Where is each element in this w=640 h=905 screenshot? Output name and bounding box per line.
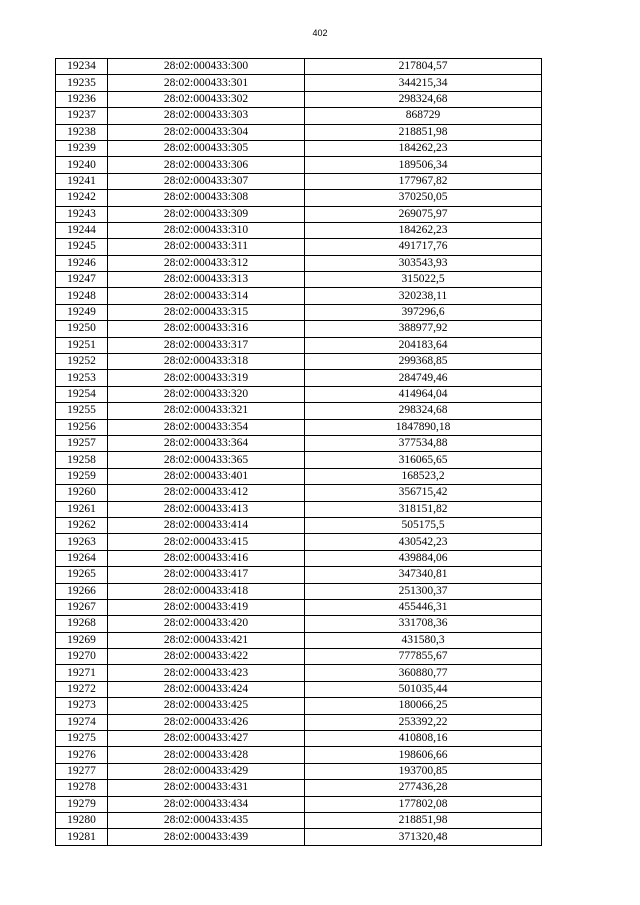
row-number-cell: 19277: [56, 763, 108, 779]
cadastral-number-cell: 28:02:000433:300: [108, 59, 305, 75]
row-number-cell: 19278: [56, 780, 108, 796]
row-number-cell: 19234: [56, 59, 108, 75]
cadastral-number-cell: 28:02:000433:414: [108, 517, 305, 533]
table-row: [56, 796, 542, 812]
cadastral-number-cell: 28:02:000433:319: [108, 370, 305, 386]
table-row: [56, 714, 542, 730]
table-row: [56, 517, 542, 533]
cadastral-number-cell: 28:02:000433:320: [108, 386, 305, 402]
cadastral-number-cell: 28:02:000433:307: [108, 173, 305, 189]
cadastral-number-cell: 28:02:000433:313: [108, 272, 305, 288]
cadastral-number-cell: 28:02:000433:305: [108, 140, 305, 156]
value-cell: 439884,06: [305, 550, 542, 566]
table-row: [56, 485, 542, 501]
value-cell: 414964,04: [305, 386, 542, 402]
value-cell: 505175,5: [305, 517, 542, 533]
table-row: [56, 59, 542, 75]
value-cell: 251300,37: [305, 583, 542, 599]
table-row: [56, 108, 542, 124]
cadastral-number-cell: 28:02:000433:364: [108, 435, 305, 451]
table-row: [56, 747, 542, 763]
value-cell: 180066,25: [305, 698, 542, 714]
row-number-cell: 19260: [56, 485, 108, 501]
row-number-cell: 19273: [56, 698, 108, 714]
table-row: [56, 731, 542, 747]
row-number-cell: 19251: [56, 337, 108, 353]
cadastral-number-cell: 28:02:000433:423: [108, 665, 305, 681]
value-cell: 331708,36: [305, 616, 542, 632]
cadastral-number-cell: 28:02:000433:317: [108, 337, 305, 353]
value-cell: 318151,82: [305, 501, 542, 517]
row-number-cell: 19281: [56, 829, 108, 845]
table-row: [56, 681, 542, 697]
table-row: [56, 255, 542, 271]
cadastral-number-cell: 28:02:000433:428: [108, 747, 305, 763]
row-number-cell: 19242: [56, 190, 108, 206]
cadastral-number-cell: 28:02:000433:318: [108, 354, 305, 370]
row-number-cell: 19248: [56, 288, 108, 304]
cadastral-number-cell: 28:02:000433:304: [108, 124, 305, 140]
row-number-cell: 19280: [56, 812, 108, 828]
row-number-cell: 19258: [56, 452, 108, 468]
value-cell: 184262,23: [305, 222, 542, 238]
cadastral-number-cell: 28:02:000433:316: [108, 321, 305, 337]
value-cell: 320238,11: [305, 288, 542, 304]
row-number-cell: 19253: [56, 370, 108, 386]
cadastral-number-cell: 28:02:000433:311: [108, 239, 305, 255]
value-cell: 501035,44: [305, 681, 542, 697]
table-row: [56, 698, 542, 714]
cadastral-number-cell: 28:02:000433:418: [108, 583, 305, 599]
table-row: [56, 239, 542, 255]
table-row: [56, 140, 542, 156]
cadastral-number-cell: 28:02:000433:424: [108, 681, 305, 697]
table-row: [56, 616, 542, 632]
table-row: [56, 75, 542, 91]
cadastral-number-cell: 28:02:000433:421: [108, 632, 305, 648]
row-number-cell: 19243: [56, 206, 108, 222]
table-row: [56, 534, 542, 550]
value-cell: 253392,22: [305, 714, 542, 730]
cadastral-number-cell: 28:02:000433:429: [108, 763, 305, 779]
row-number-cell: 19239: [56, 140, 108, 156]
value-cell: 217804,57: [305, 59, 542, 75]
table-row: [56, 173, 542, 189]
value-cell: 431580,3: [305, 632, 542, 648]
table-row: [56, 812, 542, 828]
cadastral-number-cell: 28:02:000433:309: [108, 206, 305, 222]
cadastral-number-cell: 28:02:000433:434: [108, 796, 305, 812]
cadastral-number-cell: 28:02:000433:321: [108, 403, 305, 419]
table-row: [56, 501, 542, 517]
row-number-cell: 19259: [56, 468, 108, 484]
table-row: [56, 206, 542, 222]
table-row: [56, 632, 542, 648]
value-cell: 315022,5: [305, 272, 542, 288]
row-number-cell: 19267: [56, 599, 108, 615]
value-cell: 298324,68: [305, 91, 542, 107]
cadastral-number-cell: 28:02:000433:427: [108, 731, 305, 747]
row-number-cell: 19236: [56, 91, 108, 107]
value-cell: 347340,81: [305, 567, 542, 583]
row-number-cell: 19238: [56, 124, 108, 140]
row-number-cell: 19241: [56, 173, 108, 189]
table-row: [56, 321, 542, 337]
table-row: [56, 550, 542, 566]
value-cell: 189506,34: [305, 157, 542, 173]
cadastral-number-cell: 28:02:000433:435: [108, 812, 305, 828]
value-cell: 204183,64: [305, 337, 542, 353]
cadastral-number-cell: 28:02:000433:301: [108, 75, 305, 91]
cadastral-number-cell: 28:02:000433:310: [108, 222, 305, 238]
row-number-cell: 19268: [56, 616, 108, 632]
table-row: [56, 452, 542, 468]
row-number-cell: 19249: [56, 304, 108, 320]
value-cell: 370250,05: [305, 190, 542, 206]
table-row: [56, 567, 542, 583]
row-number-cell: 19245: [56, 239, 108, 255]
row-number-cell: 19265: [56, 567, 108, 583]
value-cell: 298324,68: [305, 403, 542, 419]
page-number: 402: [312, 28, 328, 38]
row-number-cell: 19263: [56, 534, 108, 550]
row-number-cell: 19250: [56, 321, 108, 337]
table-row: [56, 763, 542, 779]
row-number-cell: 19246: [56, 255, 108, 271]
cadastral-number-cell: 28:02:000433:308: [108, 190, 305, 206]
cadastral-number-cell: 28:02:000433:306: [108, 157, 305, 173]
table-row: [56, 124, 542, 140]
cadastral-number-cell: 28:02:000433:312: [108, 255, 305, 271]
cadastral-number-cell: 28:02:000433:354: [108, 419, 305, 435]
row-number-cell: 19255: [56, 403, 108, 419]
cadastral-number-cell: 28:02:000433:425: [108, 698, 305, 714]
row-number-cell: 19275: [56, 731, 108, 747]
cadastral-number-cell: 28:02:000433:419: [108, 599, 305, 615]
table-row: [56, 649, 542, 665]
row-number-cell: 19279: [56, 796, 108, 812]
table-row: [56, 272, 542, 288]
table-row: [56, 288, 542, 304]
value-cell: 168523,2: [305, 468, 542, 484]
value-cell: 397296,6: [305, 304, 542, 320]
value-cell: 1847890,18: [305, 419, 542, 435]
row-number-cell: 19244: [56, 222, 108, 238]
value-cell: 491717,76: [305, 239, 542, 255]
value-cell: 777855,67: [305, 649, 542, 665]
table-row: [56, 665, 542, 681]
row-number-cell: 19257: [56, 435, 108, 451]
cadastral-number-cell: 28:02:000433:413: [108, 501, 305, 517]
row-number-cell: 19240: [56, 157, 108, 173]
value-cell: 184262,23: [305, 140, 542, 156]
row-number-cell: 19271: [56, 665, 108, 681]
row-number-cell: 19254: [56, 386, 108, 402]
row-number-cell: 19264: [56, 550, 108, 566]
row-number-cell: 19266: [56, 583, 108, 599]
row-number-cell: 19272: [56, 681, 108, 697]
table-row: [56, 435, 542, 451]
value-cell: 277436,28: [305, 780, 542, 796]
value-cell: 177967,82: [305, 173, 542, 189]
row-number-cell: 19237: [56, 108, 108, 124]
cadastral-number-cell: 28:02:000433:439: [108, 829, 305, 845]
cadastral-number-cell: 28:02:000433:415: [108, 534, 305, 550]
table-row: [56, 354, 542, 370]
value-cell: 303543,93: [305, 255, 542, 271]
value-cell: 177802,08: [305, 796, 542, 812]
value-cell: 193700,85: [305, 763, 542, 779]
table-row: [56, 370, 542, 386]
table-row: [56, 190, 542, 206]
table-row: [56, 583, 542, 599]
value-cell: 430542,23: [305, 534, 542, 550]
table-row: [56, 304, 542, 320]
cadastral-number-cell: 28:02:000433:401: [108, 468, 305, 484]
cadastral-number-cell: 28:02:000433:315: [108, 304, 305, 320]
row-number-cell: 19262: [56, 517, 108, 533]
table-row: [56, 468, 542, 484]
row-number-cell: 19261: [56, 501, 108, 517]
row-number-cell: 19270: [56, 649, 108, 665]
cadastral-number-cell: 28:02:000433:422: [108, 649, 305, 665]
value-cell: 377534,88: [305, 435, 542, 451]
value-cell: 371320,48: [305, 829, 542, 845]
table-row: [56, 599, 542, 615]
value-cell: 388977,92: [305, 321, 542, 337]
value-cell: 455446,31: [305, 599, 542, 615]
cadastral-number-cell: 28:02:000433:431: [108, 780, 305, 796]
cadastral-number-cell: 28:02:000433:314: [108, 288, 305, 304]
cadastral-number-cell: 28:02:000433:426: [108, 714, 305, 730]
table-row: [56, 386, 542, 402]
cadastral-number-cell: 28:02:000433:303: [108, 108, 305, 124]
value-cell: 269075,97: [305, 206, 542, 222]
table-row: [56, 419, 542, 435]
row-number-cell: 19274: [56, 714, 108, 730]
cadastral-number-cell: 28:02:000433:416: [108, 550, 305, 566]
table-row: [56, 829, 542, 845]
cadastral-number-cell: 28:02:000433:365: [108, 452, 305, 468]
table-body: [56, 59, 542, 846]
value-cell: 344215,34: [305, 75, 542, 91]
table-row: [56, 222, 542, 238]
row-number-cell: 19269: [56, 632, 108, 648]
value-cell: 284749,46: [305, 370, 542, 386]
table-row: [56, 157, 542, 173]
table-row: [56, 780, 542, 796]
value-cell: 198606,66: [305, 747, 542, 763]
row-number-cell: 19235: [56, 75, 108, 91]
row-number-cell: 19252: [56, 354, 108, 370]
table-row: [56, 91, 542, 107]
value-cell: 299368,85: [305, 354, 542, 370]
value-cell: 410808,16: [305, 731, 542, 747]
cadastral-number-cell: 28:02:000433:420: [108, 616, 305, 632]
value-cell: 218851,98: [305, 812, 542, 828]
value-cell: 316065,65: [305, 452, 542, 468]
data-table: [55, 58, 542, 846]
table-row: [56, 337, 542, 353]
value-cell: 218851,98: [305, 124, 542, 140]
row-number-cell: 19247: [56, 272, 108, 288]
table-row: [56, 403, 542, 419]
cadastral-number-cell: 28:02:000433:302: [108, 91, 305, 107]
value-cell: 356715,42: [305, 485, 542, 501]
cadastral-number-cell: 28:02:000433:412: [108, 485, 305, 501]
cadastral-number-cell: 28:02:000433:417: [108, 567, 305, 583]
value-cell: 360880,77: [305, 665, 542, 681]
row-number-cell: 19276: [56, 747, 108, 763]
value-cell: 868729: [305, 108, 542, 124]
row-number-cell: 19256: [56, 419, 108, 435]
